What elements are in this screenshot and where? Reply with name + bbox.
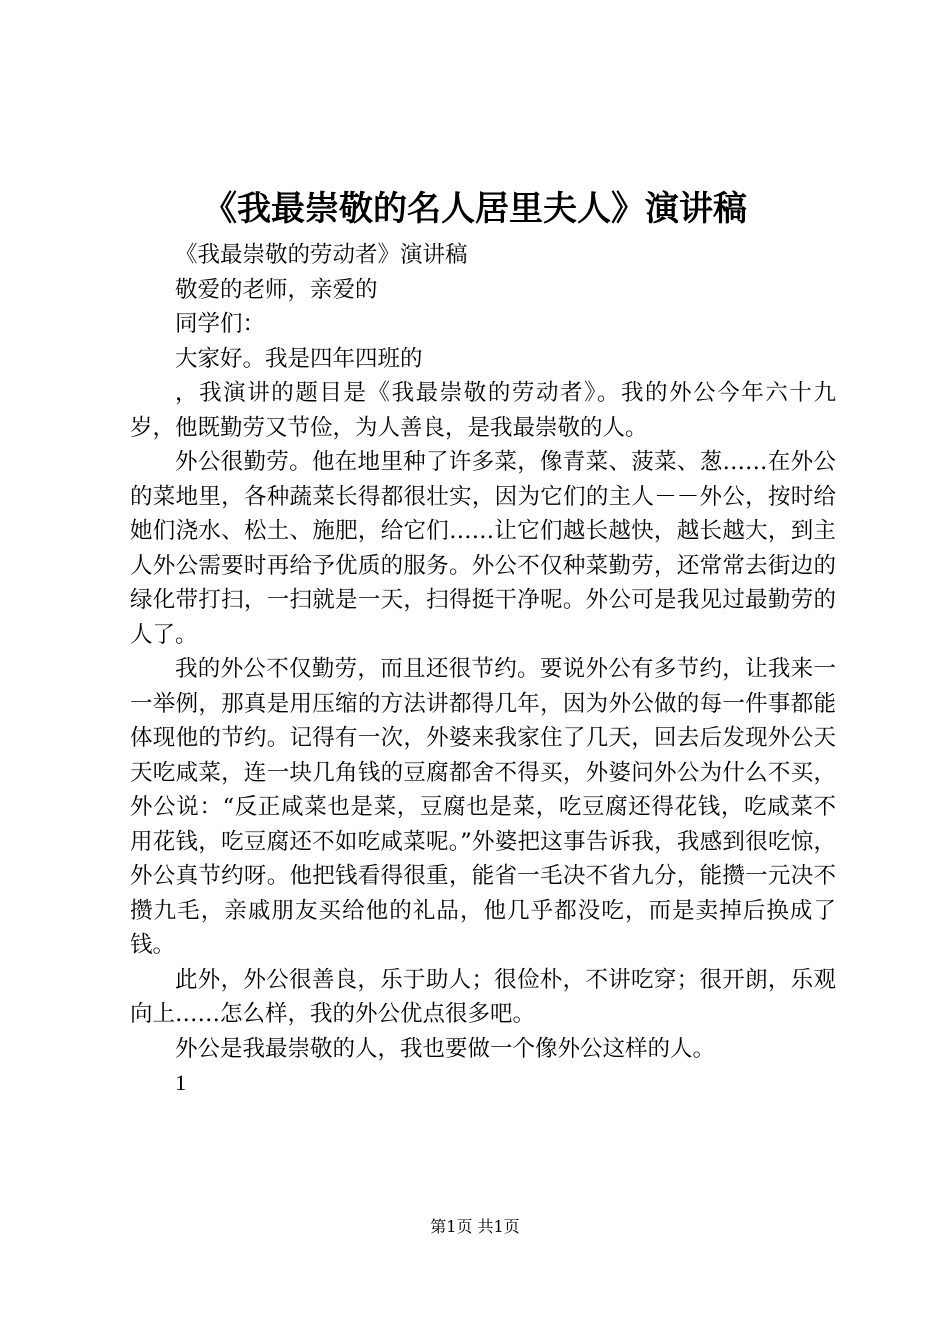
paragraph-greeting-classmates: 同学们： — [175, 311, 266, 337]
page-footer: 第1页 共1页 — [430, 1217, 520, 1236]
paragraph-hardworking: 外公很勤劳。他在地里种了许多菜，像青菜、菠菜、葱……在外公的菜地里，各种蔬菜长得都很壮实，因为它们的主人－－外公，按时给她们浇水、松土、施肥，给它们……让它们越长越快，越长越大，到主人外公需要时再给予优质的服务。外公不仅种菜勤劳，还常常去街边的绿化带打扫，一扫就是一天，扫得挺干净呢。外公可是我见过最勤劳的人了。 — [130, 449, 836, 648]
paragraph-introduction: 大家好。我是四年四班的 — [175, 345, 423, 372]
page-marker: 1 — [175, 1070, 187, 1095]
paragraph-topic: ，我演讲的题目是《我最崇敬的劳动者》。我的外公今年六十九岁，他既勤劳又节俭，为人善良，是我最崇敬的人。 — [130, 380, 836, 441]
paragraph-speech-subtitle: 《我最崇敬的劳动者》演讲稿 — [175, 242, 468, 268]
paragraph-conclusion: 外公是我最崇敬的人，我也要做一个像外公这样的人。 — [175, 1035, 716, 1062]
document-body — [130, 238, 836, 1101]
paragraph-frugal: 我的外公不仅勤劳，而且还很节约。要说外公有多节约，让我来一一举例，那真是用压缩的方法讲都得几年，因为外公做的每一件事都能体现他的节约。记得有一次，外婆来我家住了几天，回去后发现外公天天吃咸菜，连一块几角钱的豆腐都舍不得买，外婆问外公为什么不买，外公说：“反正咸菜也是菜，豆腐也是菜，吃豆腐还得花钱，吃咸菜不用花钱，吃豆腐还不如吃咸菜呢。”外婆把这事告诉我，我感到很吃惊，外公真节约呀。他把钱看得很重，能省一毛决不省九分，能攒一元决不攒九毛，亲戚朋友买给他的礼品，他几乎都没吃，而是卖掉后换成了钱。 — [130, 656, 836, 958]
paragraph-greeting-teachers: 敬爱的老师，亲爱的 — [175, 276, 378, 303]
document-title: 《我最崇敬的名人居里夫人》演讲稿 — [203, 189, 747, 229]
paragraph-kind: 此外，外公很善良，乐于助人；很俭朴，不讲吃穿；很开朗，乐观向上……怎么样，我的外公优点很多吧。 — [130, 966, 836, 1027]
